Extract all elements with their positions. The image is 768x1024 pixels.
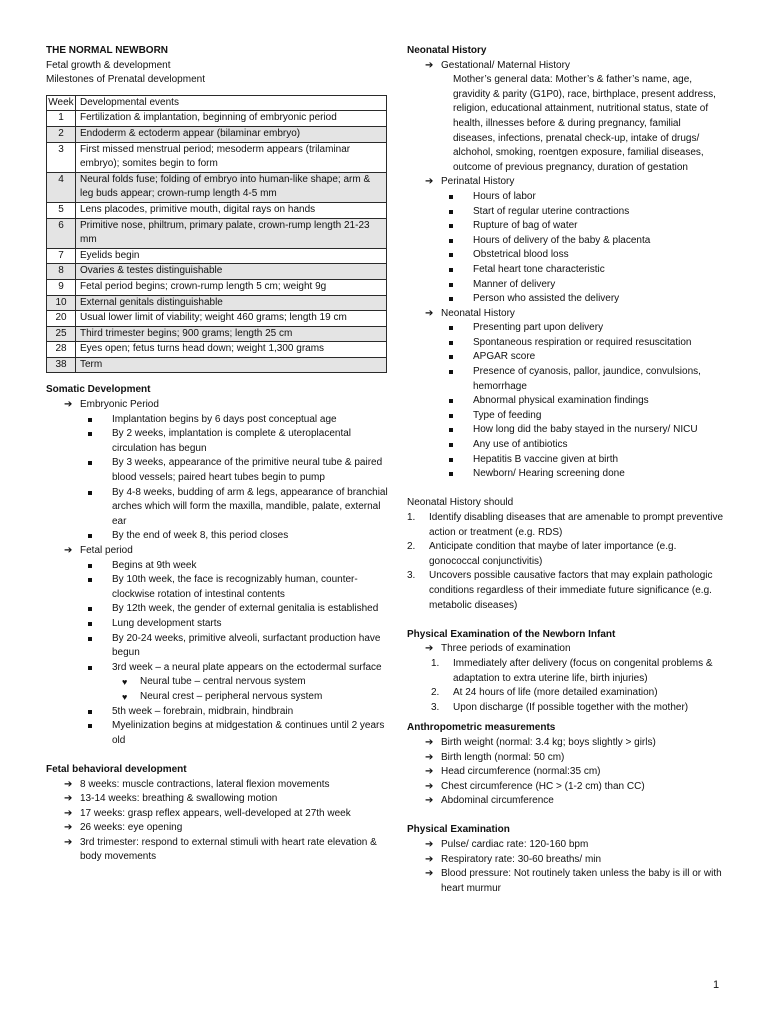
bullet-item: Begins at 9th week [84,559,391,574]
item-number: 2. [407,541,416,553]
bullet-item: Lung development starts [84,617,391,632]
week-cell: 3 [47,142,76,172]
heart-bullet-item: ♥ Neural crest – peripheral nervous system [122,690,391,705]
item-number: 1. [407,512,416,523]
neural-sublist [46,675,391,704]
pe-newborn-list [407,657,725,715]
bullet-item: Rupture of bag of water [445,219,725,234]
bullet-item: By 10th week, the face is recognizably human, counter-clockwise rotation of intestinal contents [84,573,391,602]
somatic-heading: Somatic Development [46,384,151,396]
week-cell: 10 [47,295,76,311]
embryonic-period-label: ➔ Embryonic Period [58,398,391,413]
item-text: Upon discharge (If possible together with the mother) [453,701,689,713]
bullet-item: APGAR score [445,350,725,365]
bullet-item: By 2 weeks, implantation is complete & uteroplacental circulation has begun [84,427,391,456]
numbered-item [431,701,725,716]
event-cell: External genitals distinguishable [76,295,387,311]
table-row [47,295,387,311]
table-header-events: Developmental events [76,95,387,111]
neonatal-history-heading: Neonatal History [407,45,487,56]
bullet-item: 3rd week – a neural plate appears on the ectodermal surface [84,661,391,676]
page-number: 1 [713,979,720,991]
arrow-item: ➔ Birth length (normal: 50 cm) [419,751,725,766]
bullet-item: Presence of cyanosis, pallor, jaundice, convulsions, hemorrhage [445,365,725,394]
table-row [47,126,387,142]
week-cell: 7 [47,248,76,264]
bullet-item: Type of feeding [445,409,725,424]
table-row [47,342,387,358]
pe-heading: Physical Examination [407,824,510,836]
week-cell: 8 [47,264,76,280]
numbered-item [407,511,725,540]
bullet-item: Presenting part upon delivery [445,321,725,336]
bullet-item: Implantation begins by 6 days post conceptual age [84,413,391,428]
week-cell: 2 [47,126,76,142]
table-row [47,357,387,373]
item-text: Anticipate condition that maybe of later importance (e.g. gonococcal conjunctivitis) [429,541,677,567]
anthro-list [407,736,725,809]
arrow-item: ➔ 17 weeks: grasp reflex appears, well-developed at 27th week [58,807,391,822]
bullet-item: Myelinization begins at midgestation & continues until 2 years old [84,719,391,748]
event-cell: Endoderm & ectoderm appear (bilaminar embryo) [76,126,387,142]
bullet-item: Hours of delivery of the baby & placenta [445,234,725,249]
pe-newborn-heading: Physical Examination of the Newborn Infant [407,628,616,640]
arrow-item: ➔ Abdominal circumference [419,794,725,809]
arrow-item: ➔ 8 weeks: muscle contractions, lateral flexion movements [58,778,391,793]
event-cell: Neural folds fuse; folding of embryo into human-like shape; arm & leg buds appear; crown-rump length 4-5 mm [76,172,387,202]
table-header-week: Week [47,95,76,111]
neonatal-label: ➔ Neonatal History [419,307,725,322]
week-cell: 25 [47,326,76,342]
bullet-item: Any use of antibiotics [445,438,725,453]
table-row [47,218,387,248]
anthro-heading: Anthropometric measurements [407,722,556,734]
item-text: Identify disabling diseases that are amenable to prompt preventive action or treatment (e.g. RDS) [429,512,724,538]
arrow-item: ➔ 26 weeks: eye opening [58,821,391,836]
event-cell: First missed menstrual period; mesoderm appears (trilaminar embryo); somites begin to form [76,142,387,172]
arrow-item: ➔ Blood pressure: Not routinely taken unless the baby is ill or with heart murmur [419,867,725,896]
bullet-item: By the end of week 8, this period closes [84,529,391,544]
week-cell: 1 [47,111,76,127]
item-text: Immediately after delivery (focus on congenital problems & adaptation to extra uterine life, birth injuries) [453,657,713,684]
gestational-label: ➔ Gestational/ Maternal History [419,59,725,74]
embryonic-list [46,413,391,544]
bullet-item: By 12th week, the gender of external genitalia is established [84,602,391,617]
week-cell: 20 [47,311,76,327]
item-number: 3. [431,701,440,713]
item-number: 3. [407,570,416,582]
left-column [46,44,391,865]
event-cell: Ovaries & testes distinguishable [76,264,387,280]
right-column [407,44,725,896]
week-cell: 9 [47,279,76,295]
bullet-item: Obstetrical blood loss [445,248,725,263]
table-row [47,279,387,295]
item-number: 1. [431,657,440,669]
item-text: At 24 hours of life (more detailed examination) [453,687,658,699]
document-title: THE NORMAL NEWBORN [46,45,169,56]
table-row [47,264,387,280]
arrow-item: ➔ Pulse/ cardiac rate: 120-160 bpm [419,838,725,853]
bullet-item: 5th week – forebrain, midbrain, hindbrain [84,705,391,720]
event-cell: Lens placodes, primitive mouth, digital rays on hands [76,202,387,218]
table-row [47,202,387,218]
week-cell: 28 [47,342,76,358]
perinatal-label: ➔ Perinatal History [419,175,725,190]
table-row [47,311,387,327]
item-number: 2. [431,687,440,699]
arrow-item: ➔ 3rd trimester: respond to external stimuli with heart rate elevation & body movements [58,836,391,865]
table-row [47,111,387,127]
numbered-item [407,540,725,569]
bullet-item: Newborn/ Hearing screening done [445,467,725,482]
arrow-item: ➔ Head circumference (normal:35 cm) [419,765,725,780]
event-cell: Eyelids begin [76,248,387,264]
table-header-row [47,95,387,111]
neonatal-list [407,321,725,482]
numbered-item [407,569,725,613]
bullet-item: Abnormal physical examination findings [445,394,725,409]
bullet-item: How long did the baby stayed in the nursery/ NICU [445,423,725,438]
bullet-item: Hours of labor [445,190,725,205]
week-cell: 4 [47,172,76,202]
bullet-item: By 4-8 weeks, budding of arm & legs, appearance of branchial arches which will form the maxilla, mandible, palate, external ear [84,486,391,530]
fetal-period-label: ➔ Fetal period [58,544,391,559]
bullet-item: Hepatitis B vaccine given at birth [445,453,725,468]
week-cell: 5 [47,202,76,218]
bullet-item: By 20-24 weeks, primitive alveoli, surfactant production have begun [84,632,391,661]
week-cell: 38 [47,357,76,373]
arrow-item: ➔ Chest circumference (HC > (1-2 cm) than CC) [419,780,725,795]
event-cell: Eyes open; fetus turns head down; weight 1,300 grams [76,342,387,358]
week-cell: 6 [47,218,76,248]
table-row [47,172,387,202]
should-list [407,511,725,613]
event-cell: Fertilization & implantation, beginning of embryonic period [76,111,387,127]
arrow-item: ➔ Birth weight (normal: 3.4 kg; boys slightly > girls) [419,736,725,751]
numbered-item [431,686,725,701]
pe-list [407,838,725,896]
bullet-item: Manner of delivery [445,278,725,293]
behavioral-list [46,778,391,866]
table-row [47,142,387,172]
event-cell: Primitive nose, philtrum, primary palate, crown-rump length 21-23 mm [76,218,387,248]
bullet-item: Person who assisted the delivery [445,292,725,307]
bullet-item: Spontaneous respiration or required resuscitation [445,336,725,351]
three-periods-label: ➔ Three periods of examination [419,642,725,657]
table-row [47,326,387,342]
perinatal-list [407,190,725,307]
behavioral-heading: Fetal behavioral development [46,763,187,775]
subtitle-milestones: Milestones of Prenatal development [46,74,205,86]
subtitle-fetal-growth: Fetal growth & development [46,59,171,71]
gestational-text: Mother’s general data: Mother’s & father’s name, age, gravidity & parity (G1P0), race, birthplace, present address, religion, educational attainment, nutritional status, state of health, illnesses before & during pregnancy, familial diseases, infections, prenatal check-up, intake of drugs/ alchohol, smoking, roentgen exposure, familial diseases, outcome of previous pregnancy, duration of gestation [453,74,716,173]
bullet-item: By 3 weeks, appearance of the primitive neural tube & paired blood vessels; paired heart tubes begin to pump [84,456,391,485]
heart-bullet-item: ♥ Neural tube – central nervous system [122,675,391,690]
event-cell: Term [76,357,387,373]
event-cell: Third trimester begins; 900 grams; length 25 cm [76,326,387,342]
bullet-item: Start of regular uterine contractions [445,205,725,220]
table-row [47,248,387,264]
item-text: Uncovers possible causative factors that may explain pathologic conditions regardless of their immediate future significance (e.g. metabolic diseases) [429,570,713,611]
fetal-list [46,559,391,676]
numbered-item [431,657,725,686]
event-cell: Usual lower limit of viability; weight 460 grams; length 19 cm [76,311,387,327]
developmental-table [46,95,387,374]
bullet-item: Fetal heart tone characteristic [445,263,725,278]
event-cell: Fetal period begins; crown-rump length 5 cm; weight 9g [76,279,387,295]
should-heading: Neonatal History should [407,497,514,509]
arrow-item: ➔ Respiratory rate: 30-60 breaths/ min [419,853,725,868]
arrow-item: ➔ 13-14 weeks: breathing & swallowing motion [58,792,391,807]
fetal-list-continued [46,705,391,749]
